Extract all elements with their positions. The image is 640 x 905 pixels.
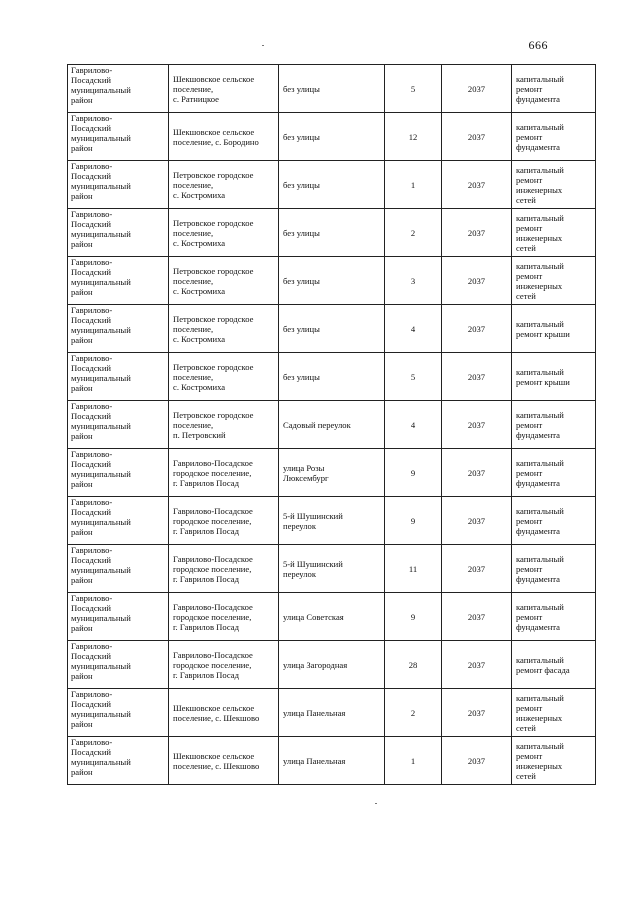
cell-work-type: капитальный ремонт инженерных сетей bbox=[512, 209, 596, 257]
cell-settlement: Шекшовское сельское поселение, с. Бородино bbox=[169, 113, 279, 161]
cell-street: улица Загородная bbox=[279, 641, 385, 689]
cell-district: Гаврилово- Посадский муниципальный район bbox=[68, 209, 169, 257]
cell-district: Гаврилово- Посадский муниципальный район bbox=[68, 353, 169, 401]
cell-planned-year: 2037 bbox=[442, 641, 512, 689]
cell-street: без улицы bbox=[279, 209, 385, 257]
table-row bbox=[68, 113, 596, 161]
cell-house-number: 4 bbox=[385, 401, 442, 449]
cell-work-type: капитальный ремонт крыши bbox=[512, 305, 596, 353]
cell-work-type: капитальный ремонт фундамента bbox=[512, 497, 596, 545]
cell-street: без улицы bbox=[279, 305, 385, 353]
cell-street: Садовый переулок bbox=[279, 401, 385, 449]
table-row bbox=[68, 401, 596, 449]
cell-work-type: капитальный ремонт крыши bbox=[512, 353, 596, 401]
table-row bbox=[68, 593, 596, 641]
table-row bbox=[68, 449, 596, 497]
table-row bbox=[68, 353, 596, 401]
cell-settlement: Петровское городское поселение, с. Костромиха bbox=[169, 161, 279, 209]
cell-house-number: 1 bbox=[385, 737, 442, 785]
cell-settlement: Петровское городское поселение, с. Костромиха bbox=[169, 353, 279, 401]
cell-house-number: 2 bbox=[385, 689, 442, 737]
table-row bbox=[68, 65, 596, 113]
cell-planned-year: 2037 bbox=[442, 209, 512, 257]
cell-district: Гаврилово- Посадский муниципальный район bbox=[68, 545, 169, 593]
cell-settlement: Гаврилово-Посадское городское поселение, г. Гаврилов Посад bbox=[169, 449, 279, 497]
table-row bbox=[68, 209, 596, 257]
cell-settlement: Петровское городское поселение, с. Костромиха bbox=[169, 305, 279, 353]
table-body bbox=[68, 65, 596, 785]
cell-planned-year: 2037 bbox=[442, 497, 512, 545]
cell-street: улица Розы Люксембург bbox=[279, 449, 385, 497]
cell-street: без улицы bbox=[279, 113, 385, 161]
cell-street: 5-й Шушинский переулок bbox=[279, 497, 385, 545]
table-row bbox=[68, 737, 596, 785]
cell-house-number: 9 bbox=[385, 593, 442, 641]
cell-planned-year: 2037 bbox=[442, 449, 512, 497]
cell-house-number: 3 bbox=[385, 257, 442, 305]
table-row bbox=[68, 689, 596, 737]
cell-work-type: капитальный ремонт фундамента bbox=[512, 113, 596, 161]
cell-settlement: Петровское городское поселение, с. Костромиха bbox=[169, 257, 279, 305]
scan-speck bbox=[262, 45, 264, 46]
cell-district: Гаврилово- Посадский муниципальный район bbox=[68, 449, 169, 497]
cell-work-type: капитальный ремонт фундамента bbox=[512, 65, 596, 113]
cell-work-type: капитальный ремонт фасада bbox=[512, 641, 596, 689]
cell-settlement: Шекшовское сельское поселение, с. Ратницкое bbox=[169, 65, 279, 113]
cell-district: Гаврилово- Посадский муниципальный район bbox=[68, 161, 169, 209]
cell-planned-year: 2037 bbox=[442, 689, 512, 737]
cell-work-type: капитальный ремонт фундамента bbox=[512, 401, 596, 449]
cell-district: Гаврилово- Посадский муниципальный район bbox=[68, 737, 169, 785]
cell-house-number: 12 bbox=[385, 113, 442, 161]
cell-planned-year: 2037 bbox=[442, 113, 512, 161]
table-row bbox=[68, 545, 596, 593]
cell-street: без улицы bbox=[279, 161, 385, 209]
cell-settlement: Гаврилово-Посадское городское поселение, г. Гаврилов Посад bbox=[169, 593, 279, 641]
cell-district: Гаврилово- Посадский муниципальный район bbox=[68, 641, 169, 689]
cell-district: Гаврилово- Посадский муниципальный район bbox=[68, 257, 169, 305]
table-row bbox=[68, 161, 596, 209]
cell-work-type: капитальный ремонт фундамента bbox=[512, 449, 596, 497]
cell-house-number: 2 bbox=[385, 209, 442, 257]
cell-street: без улицы bbox=[279, 65, 385, 113]
cell-district: Гаврилово- Посадский муниципальный район bbox=[68, 593, 169, 641]
cell-district: Гаврилово- Посадский муниципальный район bbox=[68, 401, 169, 449]
cell-street: улица Советская bbox=[279, 593, 385, 641]
cell-work-type: капитальный ремонт инженерных сетей bbox=[512, 257, 596, 305]
cell-work-type: капитальный ремонт фундамента bbox=[512, 545, 596, 593]
cell-house-number: 5 bbox=[385, 353, 442, 401]
cell-house-number: 4 bbox=[385, 305, 442, 353]
cell-house-number: 28 bbox=[385, 641, 442, 689]
table-row bbox=[68, 497, 596, 545]
housing-repair-table bbox=[67, 64, 596, 785]
cell-settlement: Шекшовское сельское поселение, с. Шекшово bbox=[169, 737, 279, 785]
table-row bbox=[68, 641, 596, 689]
cell-work-type: капитальный ремонт фундамента bbox=[512, 593, 596, 641]
table-row bbox=[68, 257, 596, 305]
cell-settlement: Гаврилово-Посадское городское поселение, г. Гаврилов Посад bbox=[169, 497, 279, 545]
cell-planned-year: 2037 bbox=[442, 545, 512, 593]
cell-district: Гаврилово- Посадский муниципальный район bbox=[68, 305, 169, 353]
cell-settlement: Гаврилово-Посадское городское поселение, г. Гаврилов Посад bbox=[169, 545, 279, 593]
cell-work-type: капитальный ремонт инженерных сетей bbox=[512, 737, 596, 785]
cell-district: Гаврилово- Посадский муниципальный район bbox=[68, 689, 169, 737]
cell-settlement: Гаврилово-Посадское городское поселение, г. Гаврилов Посад bbox=[169, 641, 279, 689]
cell-house-number: 9 bbox=[385, 449, 442, 497]
cell-street: без улицы bbox=[279, 353, 385, 401]
cell-street: без улицы bbox=[279, 257, 385, 305]
cell-house-number: 5 bbox=[385, 65, 442, 113]
cell-settlement: Шекшовское сельское поселение, с. Шекшово bbox=[169, 689, 279, 737]
cell-settlement: Петровское городское поселение, п. Петровский bbox=[169, 401, 279, 449]
scan-speck bbox=[375, 803, 377, 804]
cell-planned-year: 2037 bbox=[442, 65, 512, 113]
cell-planned-year: 2037 bbox=[442, 257, 512, 305]
table-row bbox=[68, 305, 596, 353]
cell-settlement: Петровское городское поселение, с. Костромиха bbox=[169, 209, 279, 257]
cell-planned-year: 2037 bbox=[442, 593, 512, 641]
cell-house-number: 1 bbox=[385, 161, 442, 209]
cell-planned-year: 2037 bbox=[442, 353, 512, 401]
cell-street: 5-й Шушинский переулок bbox=[279, 545, 385, 593]
cell-planned-year: 2037 bbox=[442, 401, 512, 449]
cell-planned-year: 2037 bbox=[442, 737, 512, 785]
cell-house-number: 11 bbox=[385, 545, 442, 593]
cell-house-number: 9 bbox=[385, 497, 442, 545]
page-number: 666 bbox=[528, 38, 548, 52]
cell-planned-year: 2037 bbox=[442, 161, 512, 209]
cell-street: улица Панельная bbox=[279, 737, 385, 785]
cell-planned-year: 2037 bbox=[442, 305, 512, 353]
cell-district: Гаврилово- Посадский муниципальный район bbox=[68, 113, 169, 161]
cell-street: улица Панельная bbox=[279, 689, 385, 737]
cell-district: Гаврилово- Посадский муниципальный район bbox=[68, 497, 169, 545]
cell-work-type: капитальный ремонт инженерных сетей bbox=[512, 689, 596, 737]
cell-district: Гаврилово- Посадский муниципальный район bbox=[68, 65, 169, 113]
cell-work-type: капитальный ремонт инженерных сетей bbox=[512, 161, 596, 209]
